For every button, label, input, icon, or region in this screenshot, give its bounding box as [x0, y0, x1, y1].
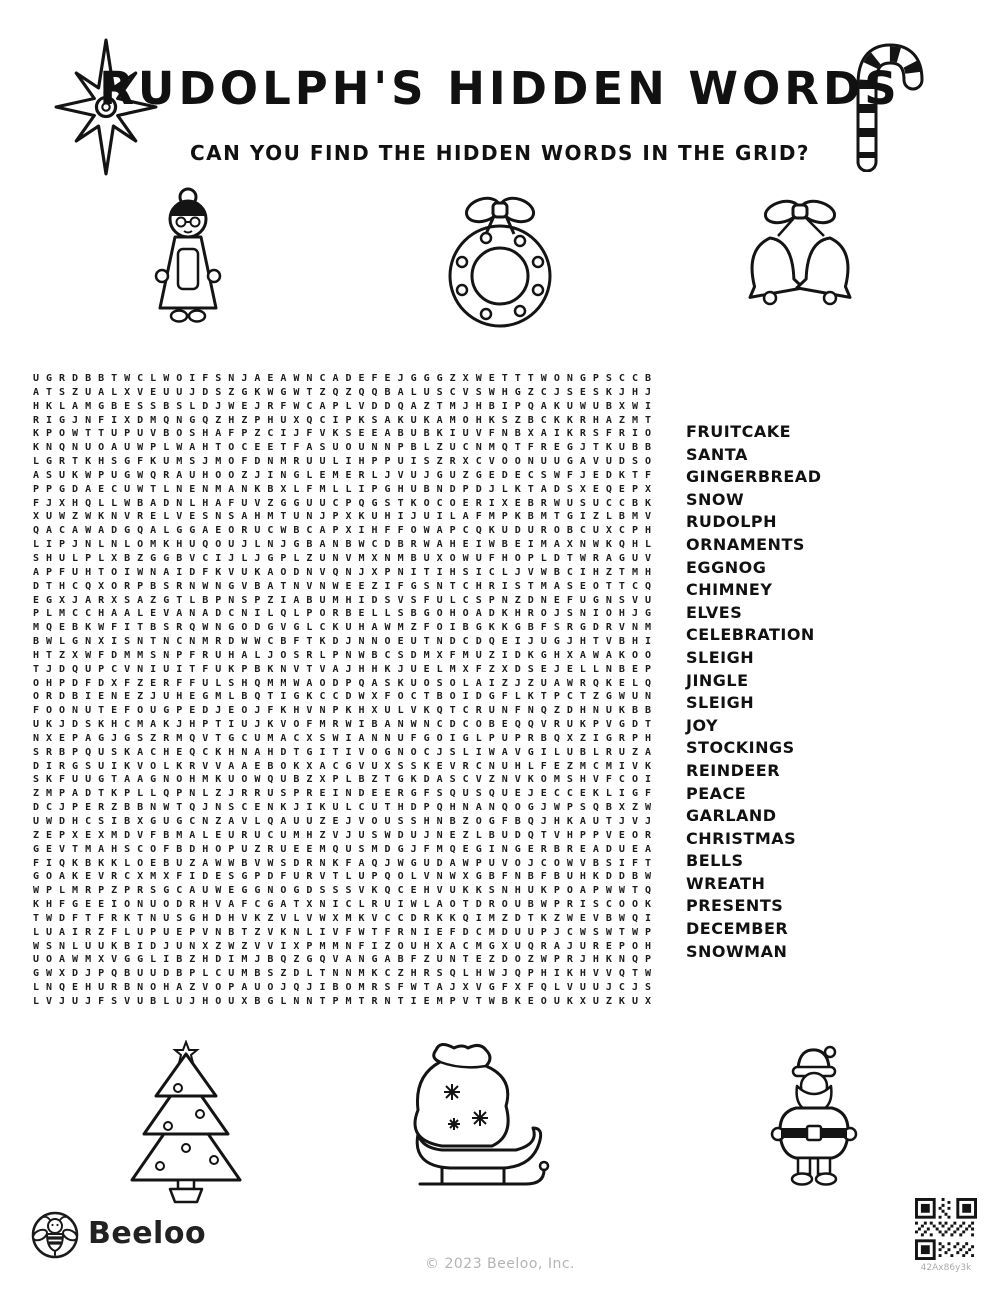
grid-row: OHPDFDXFZERFFULSHQMMWAODPQASKUOSOLAIZJZUAWRQKELQ — [33, 677, 658, 689]
qr-code-label: 42Ax86y3k — [920, 1263, 972, 1273]
word-list-item: PEACE — [686, 783, 747, 803]
grid-row: KPOWTTUPUVBOSHAFPZCIJFVKSEEABUBKIUVFNBXAIKRSFRIO — [33, 428, 658, 440]
grid-row: HKLAMGBESSBSLDJWEJRFWCAPLVDDQAZTMJHBIPQAKUWUBXWI — [33, 400, 658, 412]
word-list-item: ORNAMENTS — [686, 534, 805, 554]
grid-row: DIRGSUIKVOLKRVVAAEBOKXACGVUXSSKEVRCNUHLFEZMCMIVK — [33, 760, 658, 772]
grid-row: LIPJNLNLOMKHUQOUJLNJGBANBWCDBRWAHEIWBEIMAXNWKQHL — [33, 539, 658, 551]
grid-row: LUAIRZFLUPUEPVNBTZVKNLIVFWTFRNIEFDCMDUUPJCWSWTWP — [33, 926, 658, 938]
page-subtitle: CAN YOU FIND THE HIDDEN WORDS IN THE GRID? — [189, 141, 811, 165]
mrs-claus-illustration — [138, 186, 238, 336]
grid-row: UOAWMXVGGLIBZHDIMJBQZGQVANGABFZUNTEZDOZWPRJHKNQP — [33, 954, 658, 966]
word-list-item: SLEIGH — [686, 693, 755, 713]
grid-row: MQEBKWFITBSRQWNGODGVGLCKUHAWMZFOIBGKKGBFSRGDRVNM — [33, 622, 658, 634]
word-list-item: EGGNOG — [686, 557, 767, 577]
grid-row: FIQKBKKLOEBUZAWWBVWSDRNKFAQJWGUDAWPUVOJCOWVBSIFT — [33, 857, 658, 869]
grid-row: WPLMRPZPRSGCAUWEGGNOGDSSSVKQCEHVUKKSNHUKPOAPWWTQ — [33, 885, 658, 897]
grid-row: ASUKWPUGWQRAUHOOZJINGLEMERLJVUJGUZGEDECSWFJEDKTF — [33, 469, 658, 481]
grid-row: UGRDBBTWCLWOIFSNJAEAWNCADEFEJGGGZXWETTTWONGPSCCB — [33, 373, 658, 384]
word-list-item: GARLAND — [686, 806, 777, 826]
word-search-grid — [33, 372, 658, 1009]
sleigh-illustration — [392, 1036, 552, 1202]
word-list-item: PRESENTS — [686, 896, 784, 916]
word-list-item: JOY — [686, 715, 719, 735]
word-list-item: SLEIGH — [686, 647, 755, 667]
copyright-text: © 2023 Beeloo, Inc. — [425, 1256, 575, 1272]
grid-row: UKJDSKHCMAKJHPTIUJKVOFMRWIBANWNCDCOBEQQVRUKPVGDT — [33, 719, 658, 731]
word-list-item: STOCKINGS — [686, 738, 795, 758]
wreath-illustration — [428, 182, 573, 340]
grid-row: GWXDJPQBUUDBPLCUMBSZDLTNNMKCZHRSQLHWJQPHIKHVVQTW — [33, 968, 658, 980]
grid-row: LNQEHURBNOHAZVOPAUOJQJIBOMRSFWTAJXVGFXFQLVUUJCJS — [33, 982, 658, 994]
grid-row: PPGDAECUWTLNENMANKBXLFMLLIPGHUBNDPDJLKTADSXEQEPX — [33, 483, 658, 495]
word-list-item: DECEMBER — [686, 919, 789, 939]
bee-icon — [30, 1210, 80, 1260]
qr-code — [915, 1198, 977, 1260]
word-list-item: SNOW — [686, 489, 745, 509]
bells-illustration — [726, 192, 874, 312]
grid-row: DTHCQXORPBSRNWNGVBATNVNWEEZIFGSNTCHRISTMASEOTTCQ — [33, 580, 658, 592]
word-list-item: RUDOLPH — [686, 512, 778, 532]
grid-row: TWDFTFRKTNUSGHDHVKZVLVWXMKVCCDRKKQIMZDTKZWEVBWQI — [33, 912, 658, 924]
grid-row: GOAKEVRCXMXFIDESGPDFURVTLUPQOLVNWXGBFNBFBUHKDDBW — [33, 871, 658, 883]
word-list-item: GINGERBREAD — [686, 467, 822, 487]
word-list-item: WREATH — [686, 873, 766, 893]
grid-row: ZEPXEXMDVFBMALEURUCUMHZVJUSWDUJNEZLBUDQTVHPPVEOR — [33, 829, 658, 841]
grid-row: UWDHCSIBXGUGCNZAVLQAUUZEJVOUSSHNBZOGFBQJHKAUTJVJ — [33, 816, 658, 827]
grid-row: HTZXWFDMMSNPFRUHALJOSRLPNWBCSDMXFMUZIDKGHXAWAKOO — [33, 649, 658, 661]
grid-row: EGXJARXSAZGTLBPNSPZIABUMHIDSVSFULCSPNZDNEFUGNSVU — [33, 594, 658, 606]
grid-row: NXEPAGJGSZRMQVTGCUMACXSWIANNUFGOIGLPUPRBQXZIGRPH — [33, 732, 658, 744]
grid-row: TJDQUPCVNIUITFUKPBKNVTVAJHHKJUELMXFZXDSEJELLNBEP — [33, 663, 658, 675]
word-list-item: SNOWMAN — [686, 941, 788, 961]
word-list-item: FRUITCAKE — [686, 422, 792, 441]
grid-row: QACAWADGQALGGAEORUCWBCAPXIHFFOWAPCQKUDUROBCUXCPH — [33, 525, 658, 537]
word-list-item: BELLS — [686, 851, 744, 871]
grid-row: SRBPQUSKACHEQCKHNAHDTGITIVOGNOCJSLIWAVGILUBLRUZA — [33, 746, 658, 758]
page-title: RUDOLPH'S HIDDEN WORDS — [99, 62, 901, 115]
word-list-item: JINGLE — [686, 670, 749, 690]
grid-row: XUWZWKNVRELVESNSAHMTUNJPXKUHIJUILAFMPKBMTGIZLBMV — [33, 511, 658, 523]
grid-row: FOONUTEFOUGPEDJEOJFKHVNPKHXULVKQTCRUNFNQZDHNUKBB — [33, 705, 658, 717]
word-list-item: SANTA — [686, 444, 748, 464]
grid-row: APFUHTOIWNAIDFKVUKAODNVQNJXPNITIHSICLJVWBCIHZTMH — [33, 566, 658, 578]
word-list-item: CHIMNEY — [686, 580, 773, 600]
grid-row: WSNLUUKBIDJUNXZWZVVIXPMMNFIZOUHXACMGXUQRAJUREPOH — [33, 940, 658, 952]
word-list-item: CHRISTMAS — [686, 828, 797, 848]
word-list-item: ELVES — [686, 602, 743, 622]
christmas-tree-illustration — [116, 1040, 256, 1205]
grid-row: ORDBIENEZJUHEGMLBQTIGKCCDWXFOCTBOIDGFLKTPCTZGWUN — [33, 691, 658, 703]
santa-illustration — [766, 1042, 862, 1192]
grid-row: ATSZUALXVEUUJDSZGKWGWTZQZQQBALUSCVSWHGZCJSESKJHJ — [33, 386, 658, 398]
brand-name: Beeloo — [88, 1216, 207, 1251]
grid-row: RIGJNFIXDMQNGQZHZPHUXQCIPKSAKUKAMOHKSZBCKKRHAZMT — [33, 414, 658, 426]
grid-row: GEVTMAHSCOFBDHOPUZRUEEMQUSMDGJFMQEGINGERBREADUEA — [33, 843, 658, 855]
grid-row: LVJUJFSVUBLUJHOUXBGLNNTPMTRNTIEMPVTWBKEOUKXUZKUX — [33, 995, 658, 1007]
word-list-item: REINDEER — [686, 760, 781, 780]
grid-row: BWLGNXISNTNCNMRDWWCBFTKDJNNOEUTNDCDQEIJUGJHTVBHI — [33, 636, 658, 648]
grid-row: ZMPADTKPLLQPNLZJRRUSPREINDEERGFSQUSQUEJECCEKLIGF — [33, 788, 658, 800]
grid-row: KHFGEEIONUODRHVAFCGATXNICLRUIWLAOTDROUBWPRISCOOK — [33, 899, 658, 911]
word-list — [686, 421, 821, 963]
grid-row: LGRTKHSGFKUMSJMOFDNMRUULIHPPUISZRXCVOONUUGAVUDSO — [33, 456, 658, 468]
grid-row: PLMCCHAALEVANADCNILQLPORBELLSBGOHOADKHROJSNIOHJG — [33, 608, 658, 620]
grid-row: KNQNUOAUWPLWAHTOCEETFASUOUNNPBLZUCNMQTFREGJTKUBB — [33, 442, 658, 454]
grid-row: FJXHQLLWBADNLHAFUVZGGUUCPQGSTKOCOERIXEBRWUSUCCBK — [33, 497, 658, 509]
grid-row: SKFUUGTAAGNOHMKUOWQUBZXPLBZTGKDASCVZNVKOMSHVFCOI — [33, 774, 658, 786]
grid-row: DCJPERZBBNWTQJNSCENKJIKULCUTHDPQHNANQOGJWPSQBXZW — [33, 802, 658, 814]
grid-row: SHULPLXBZGGBVCIJLJGPLZUNVMXNMBUXOWUFHOPLDTWRAGUV — [33, 552, 658, 564]
word-list-item: CELEBRATION — [686, 625, 815, 645]
